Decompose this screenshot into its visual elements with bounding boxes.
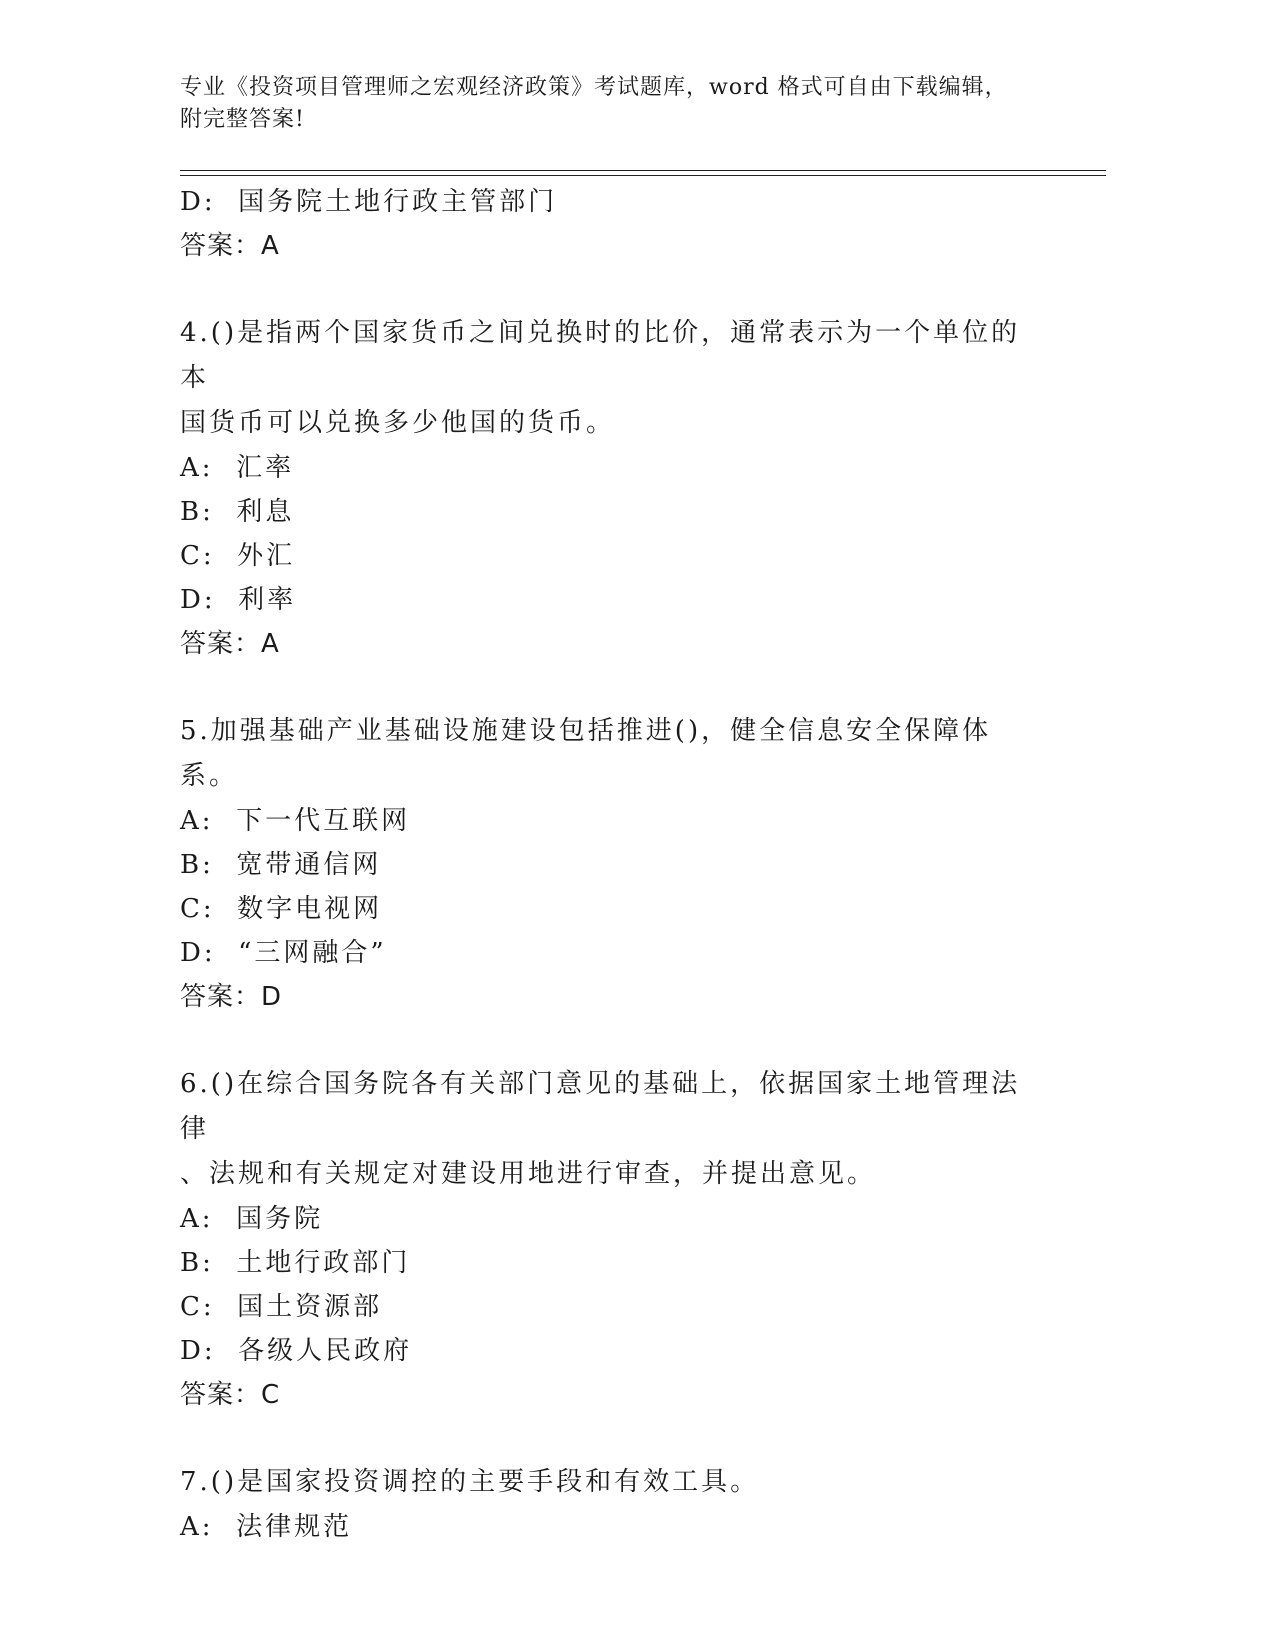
question-7 bbox=[180, 1460, 1040, 1549]
option-d: D: 各级人民政府 bbox=[180, 1336, 413, 1366]
question-5 bbox=[180, 709, 1040, 1019]
option-b: B: 利息 bbox=[180, 497, 295, 527]
answer-line: 答案：A bbox=[180, 629, 280, 659]
option-a: A: 法律规范 bbox=[180, 1512, 353, 1542]
option-a: A: 汇率 bbox=[180, 453, 295, 483]
option-a: A: 下一代互联网 bbox=[180, 806, 411, 836]
option-a: A: 国务院 bbox=[180, 1204, 324, 1234]
header-divider-bottom bbox=[180, 175, 1106, 176]
question-stem-line-2: 、法规和有关规定对建设用地进行审查，并提出意见。 bbox=[180, 1159, 877, 1189]
question-stem-line-1: 6.()在综合国务院各有关部门意见的基础上，依据国家土地管理法律 bbox=[180, 1069, 1021, 1144]
header-line-2: 附完整答案! bbox=[180, 107, 305, 132]
question-stem-line-1: 4.()是指两个国家货币之间兑换时的比价，通常表示为一个单位的本 bbox=[180, 318, 1021, 393]
question-fragment bbox=[180, 180, 1040, 268]
option-d: D: 国务院土地行政主管部门 bbox=[180, 187, 558, 217]
answer-line: 答案：D bbox=[180, 982, 283, 1012]
header-line-1: 专业《投资项目管理师之宏观经济政策》考试题库，word 格式可自由下载编辑， bbox=[180, 75, 1008, 100]
answer-line: 答案：C bbox=[180, 1380, 281, 1410]
document-body bbox=[180, 180, 1040, 1549]
question-4 bbox=[180, 311, 1040, 666]
option-d: D: “三网融合” bbox=[180, 938, 387, 968]
option-d: D: 利率 bbox=[180, 585, 297, 615]
option-c: C: 数字电视网 bbox=[180, 894, 383, 924]
page-header bbox=[180, 72, 1080, 136]
option-b: B: 土地行政部门 bbox=[180, 1248, 411, 1278]
answer-line: 答案：A bbox=[180, 231, 280, 261]
option-c: C: 外汇 bbox=[180, 541, 296, 571]
header-divider-top bbox=[180, 170, 1106, 171]
question-stem-line-1: 5.加强基础产业基础设施建设包括推进()，健全信息安全保障体系。 bbox=[180, 716, 992, 791]
question-stem-line-1: 7.()是国家投资调控的主要手段和有效工具。 bbox=[180, 1467, 760, 1497]
option-b: B: 宽带通信网 bbox=[180, 850, 382, 880]
question-stem-line-2: 国货币可以兑换多少他国的货币。 bbox=[180, 408, 616, 438]
option-c: C: 国土资源部 bbox=[180, 1292, 383, 1322]
question-6 bbox=[180, 1062, 1040, 1417]
